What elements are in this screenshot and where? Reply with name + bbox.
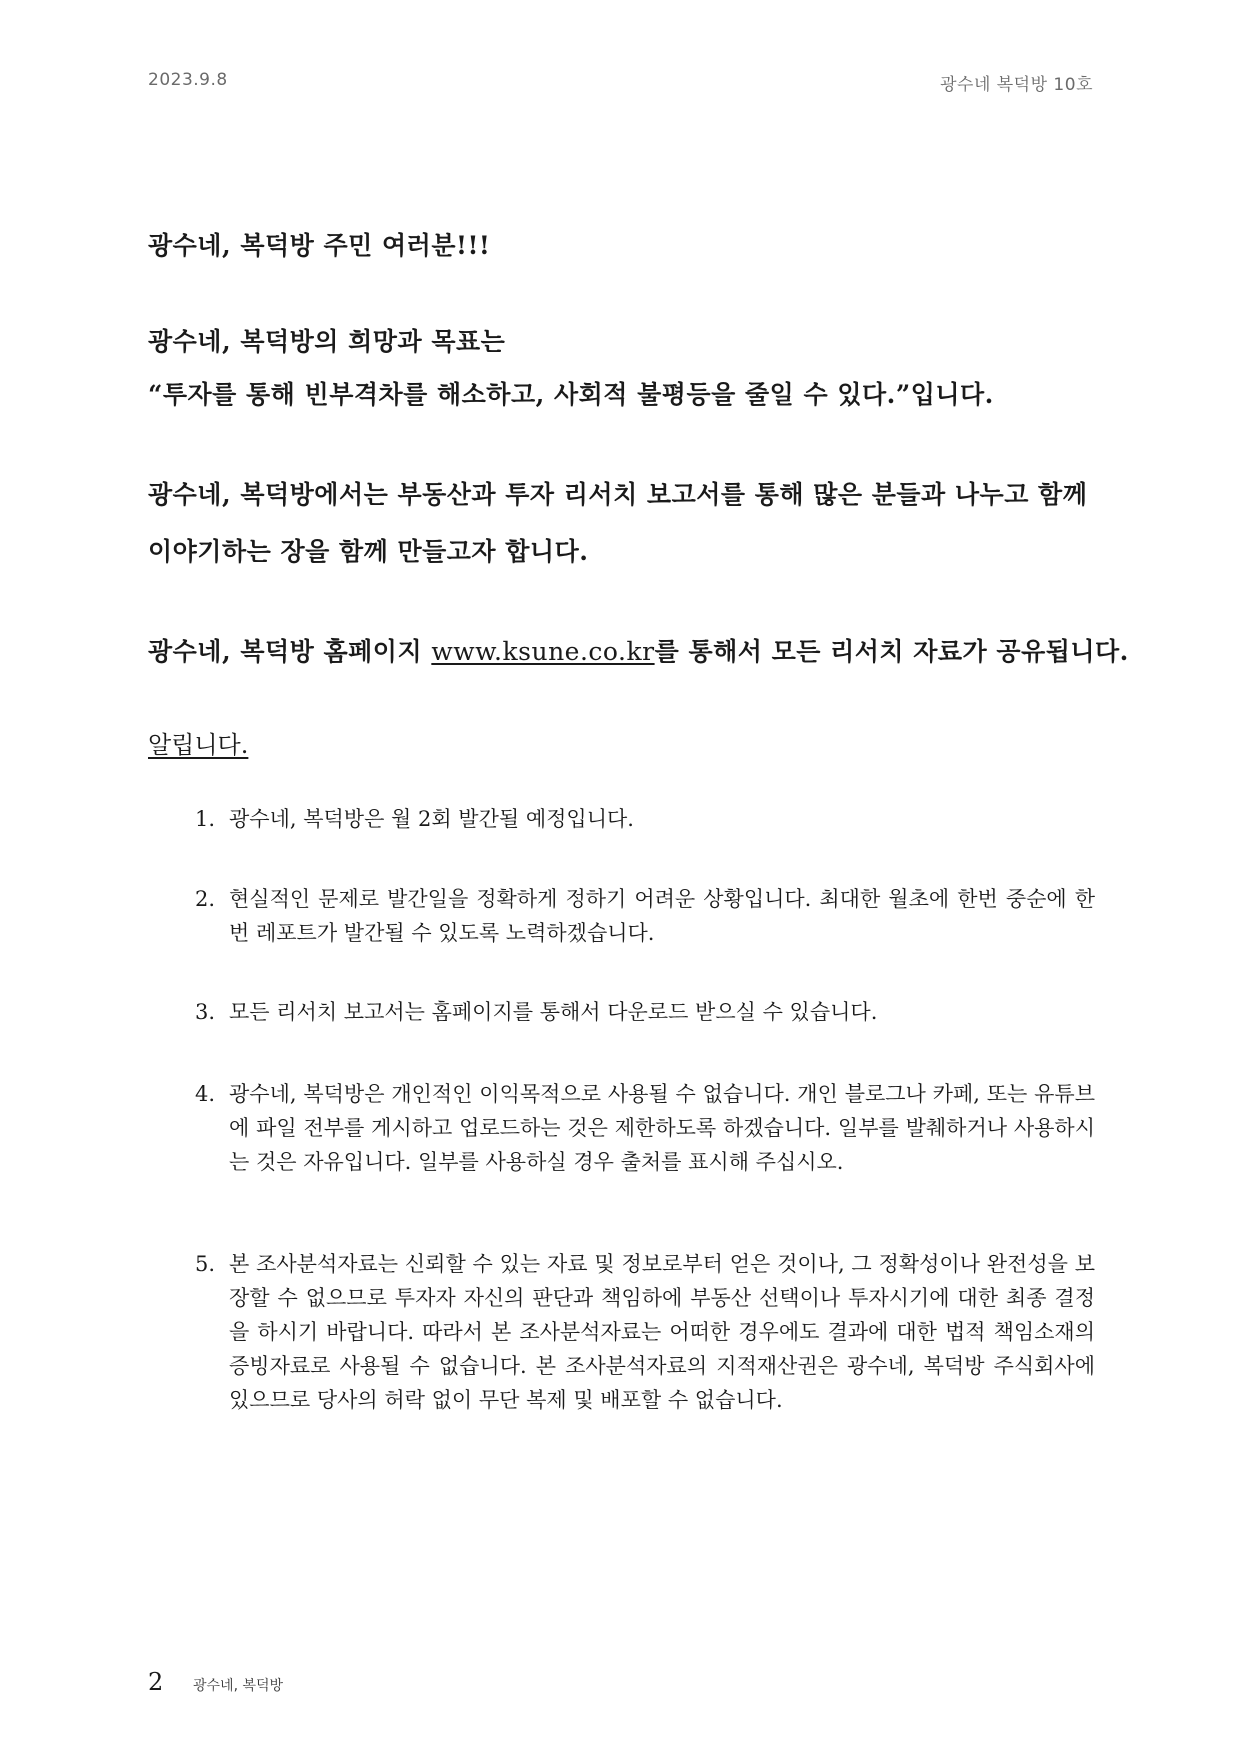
footer-page-number: 2 [148, 1668, 164, 1696]
intro-line-1: 광수네, 복덕방에서는 부동산과 투자 리서치 보고서를 통해 많은 분들과 나누고 함께 [148, 480, 1088, 509]
footer-publication-name: 광수네, 복덕방 [193, 1678, 284, 1694]
notice-item-text: 본 조사분석자료는 신뢰할 수 있는 자료 및 정보로부터 얻은 것이나, 그 정확성이나 완전성을 보장할 수 없으므로 투자자 자신의 판단과 책임하에 부동산 선택이나 투자시기에 대한 최종 결정을 하시기 바랍니다. 따라서 본 조사분석자료는 어떠한 경우에도 결과에 대한 법적 책임소재의 증빙자료로 사용될 수 없습니다. 본 조사분석자료의 지적재산권은 광수네, 복덕방 주식회사에 있으므로 당사의 허락 없이 무단 복제 및 배포할 수 없습니다. [229, 1252, 1095, 1412]
notice-item-text: 광수네, 복덕방은 월 2회 발간될 예정입니다. [229, 807, 634, 831]
notice-item [195, 1247, 1095, 1417]
intro-line-2: 이야기하는 장을 함께 만들고자 합니다. [148, 537, 589, 566]
mission-line-2: “투자를 통해 빈부격차를 해소하고, 사회적 불평등을 줄일 수 있다.”입니다. [148, 380, 994, 409]
homepage-prefix: 광수네, 복덕방 홈페이지 [148, 637, 432, 666]
notice-item-text: 모든 리서치 보고서는 홈페이지를 통해서 다운로드 받으실 수 있습니다. [229, 1000, 878, 1024]
notice-item [195, 802, 1095, 836]
header-date: 2023.9.8 [148, 70, 228, 90]
mission-line-1: 광수네, 복덕방의 희망과 목표는 [148, 327, 506, 356]
notice-item-number: 5. [195, 1252, 216, 1276]
notice-item [195, 995, 1095, 1029]
header-issue: 광수네 복덕방 10호 [940, 75, 1093, 95]
notice-heading: 알립니다. [148, 731, 249, 759]
notice-item [195, 1077, 1095, 1179]
notice-item-number: 2. [195, 887, 216, 911]
homepage-line [148, 632, 1129, 668]
homepage-suffix: 를 통해서 모든 리서치 자료가 공유됩니다. [654, 637, 1129, 666]
homepage-link[interactable]: www.ksune.co.kr [431, 637, 655, 666]
greeting: 광수네, 복덕방 주민 여러분!!! [148, 231, 491, 260]
notice-item [195, 882, 1095, 950]
notice-item-number: 3. [195, 1000, 216, 1024]
notice-item-number: 1. [195, 807, 216, 831]
notice-item-text: 현실적인 문제로 발간일을 정확하게 정하기 어려운 상황입니다. 최대한 월초에 한번 중순에 한번 레포트가 발간될 수 있도록 노력하겠습니다. [229, 887, 1095, 945]
notice-item-text: 광수네, 복덕방은 개인적인 이익목적으로 사용될 수 없습니다. 개인 블로그나 카페, 또는 유튜브에 파일 전부를 게시하고 업로드하는 것은 제한하도록 하겠습니다. 일부를 발췌하거나 사용하시는 것은 자유입니다. 일부를 사용하실 경우 출처를 표시해 주십시오. [229, 1082, 1095, 1174]
notice-item-number: 4. [195, 1082, 216, 1106]
